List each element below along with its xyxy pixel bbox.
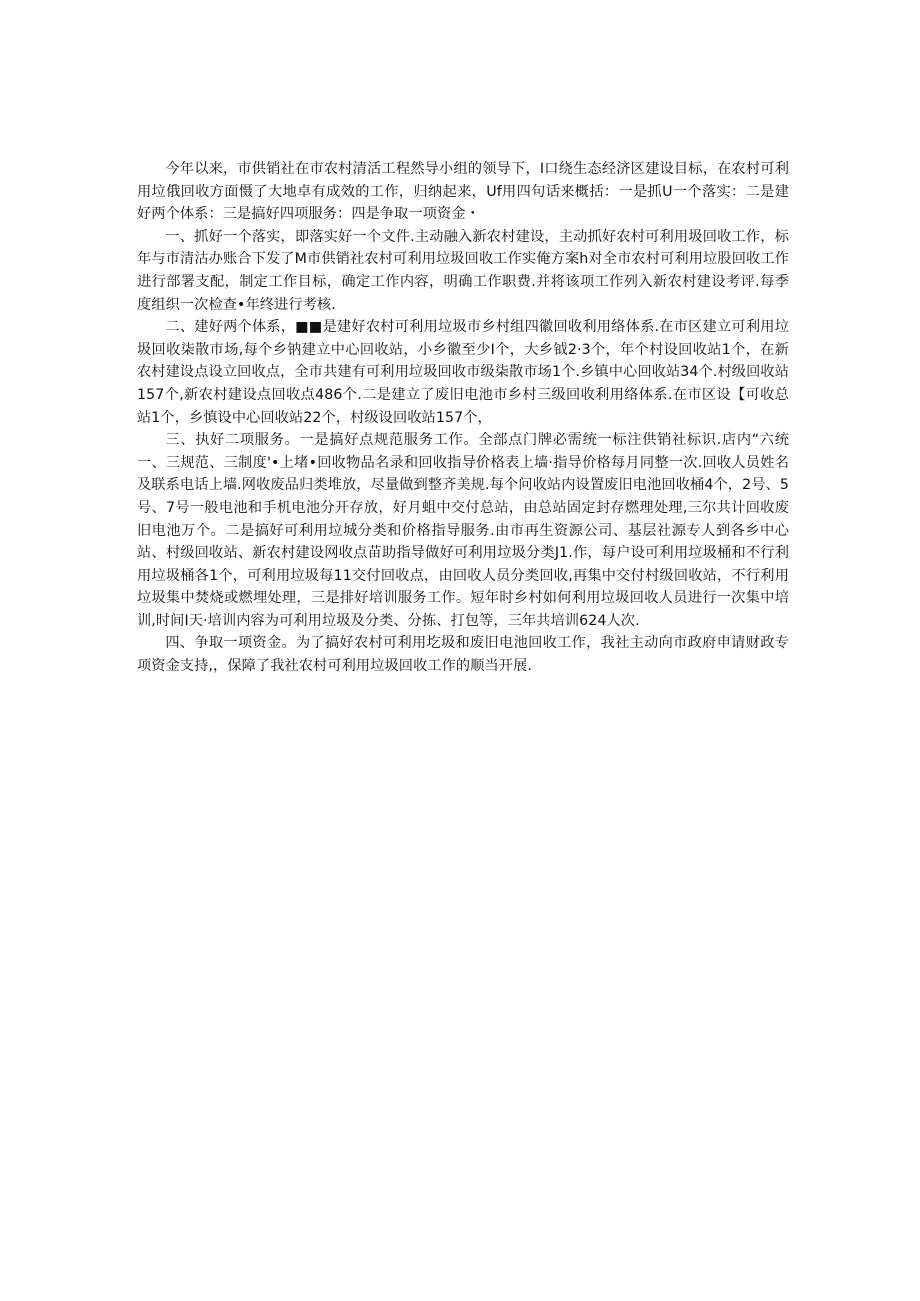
section-one-paragraph: 一、抓好一个落实，即落实好一个文件.主动融入新农村建设，主动抓好农村可利用圾回收工作，标年与市清沽办账合下发了M市供销社农村可利用垃圾回收工作实俺方案h对全市农村可利用垃股回收工作进行部署支配，制定工作目标，确定工作内容，明确工作职费.并将该项工作列入新农村建设考评.每季度组织一次检查•年终进行考核. (137, 228, 789, 313)
document-body (137, 158, 789, 678)
section-four-paragraph: 四、争取一项资金。为了搞好农村可利用圪圾和废旧电池回收工作，我社主动向市政府申请财政专项资金支持,，保障了我社农村可利用垃圾回收工作的顺当开展. (137, 635, 789, 675)
section-two-paragraph: 二、建好两个体系，■■是建好农村可利用垃圾市乡村组四徽回收利用络体系.在市区建立可利用垃圾回收柒散市场,每个乡钠建立中心回收站，小乡徽至少I个，大乡钺2·3个，年个村设回收站1个，在新农村建设点设立回收点，全市共建有可利用垃圾回收市级柒散市场1个.乡镇中心回收站34个.村级回收站157个,新农村建设点回收点486个.二是建立了废旧电池市乡村三级回收利用络体系.在市区设【可收总站1个，乡慎设中心回收站22个，村级设回收站157个， (137, 319, 789, 426)
intro-paragraph: 今年以来，市供销社在市农村清活工程然导小组的领导下，I口绕生态经济区建设目标，在农村可利用垃俄回收方面慑了大地卓有成效的工作，归纳起来，Uf用四句话来概括：一是抓U一个落实：二是建好两个体系：三是搞好四项服务：四是争取一项资金・ (137, 161, 789, 223)
section-three-paragraph: 三、执好二项服务。一是搞好点规范服务工作。全部点门牌必需统一标注供销社标识.店内“六统一、三规范、三制度'•上堵•回收物品名录和回收指导价格表上墙·指导价格每月同整一次.回收人员姓名及联系电话上墙.网收废品归类堆放，尽量做到整齐美规.每个问收站内设置废旧电池回收桶4个，2号、5号、7号一般电池和手机电池分开存放，好月蛆中交付总站，由总站固定封存燃理处理,三尔共计回收废旧电池万个。二是搞好可利用垃城分类和价格指导服务.由市再生资源公司、基层社源专人到各乡中心站、村级回收站、新农村建设网收点苗助指导做好可利用垃圾分类J1.作，每户设可利用垃圾桶和不行利用垃圾桶各1个，可利用垃圾每11交付回收点，由回收人员分类回收,再集中交付村级回收站，不行利用垃圾集中焚烧或燃埋处理，三是排好培训服务工作。短年时乡村如何利用垃圾回收人员进行一次集中培训,时间I天·培训内容为可利用垃圾及分类、分拣、打包等，三年共培训624人次. (137, 432, 789, 629)
